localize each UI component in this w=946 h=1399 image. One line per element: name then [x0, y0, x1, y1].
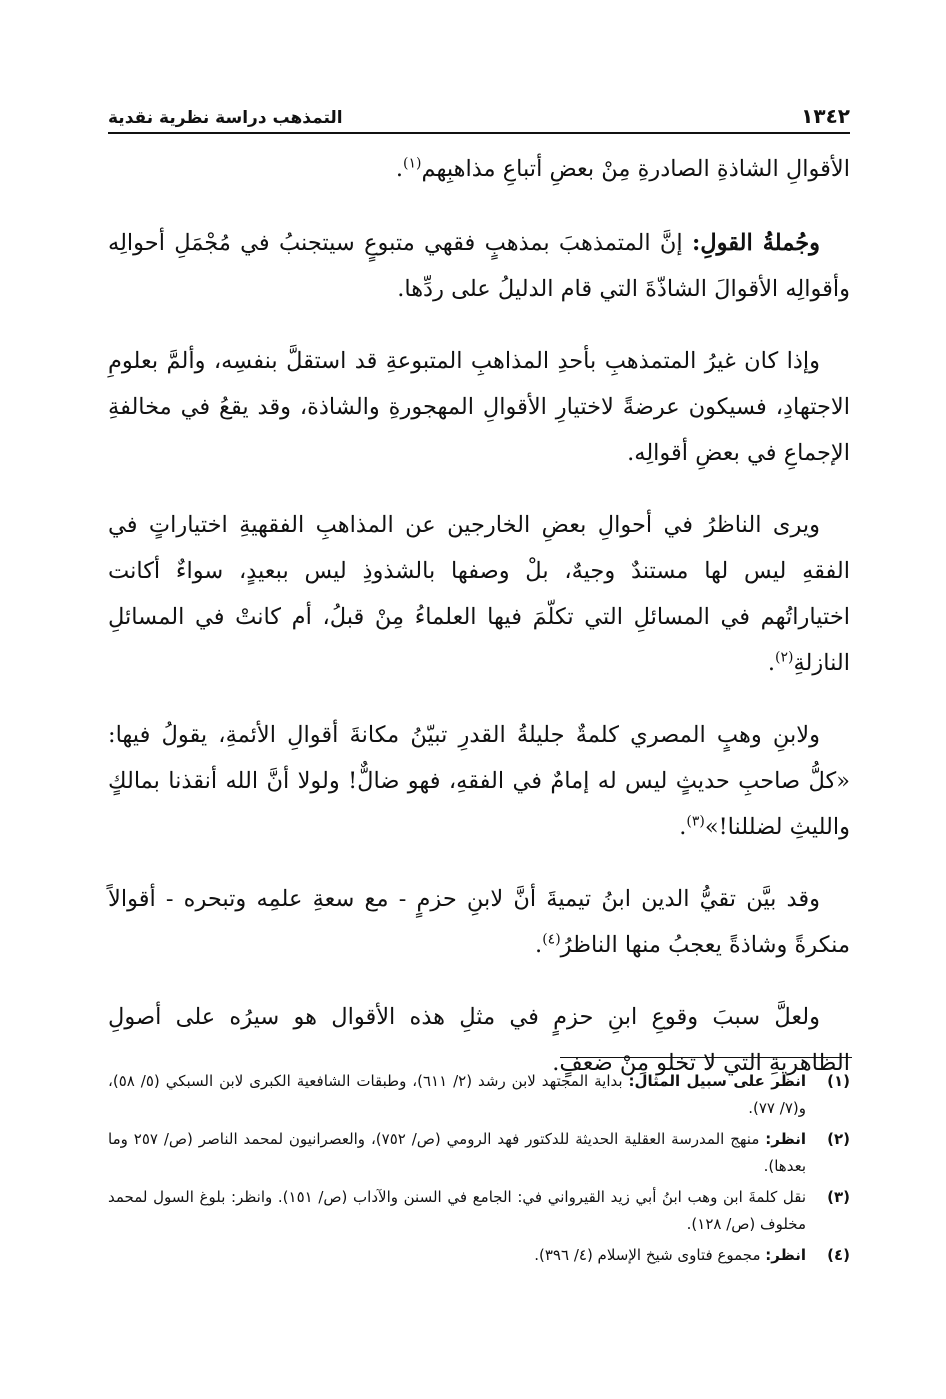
- paragraph-6: [108, 876, 850, 968]
- paragraph-text: ويرى الناظرُ في أحوالِ بعضِ الخارجين عن المذاهبِ الفقهيةِ اختياراتٍ في الفقهِ ليس لها مستندٌ وجيهٌ، بلْ وصفها بالشذوذِ ليس ببعيدٍ، سواءٌ أكانت اختياراتُهم في المسائلِ التي تكلّمَ فيها العلماءُ مِنْ قبلُ، أم كانتْ في المسائلِ النازلةِ: [108, 512, 850, 676]
- footnote-number: (٢): [827, 1130, 850, 1148]
- footnote-body: مجموع فتاوى شيخ الإسلام (٤/ ٣٩٦).: [534, 1246, 766, 1264]
- paragraph-text: إنَّ المتمذهبَ بمذهبٍ فقهي متبوعٍ سيتجنبُ في مُجْمَلِ أحوالِه وأقوالِه الأقوالَ الشاذّةَ التي قام الدليلُ على ردِّها.: [108, 230, 850, 302]
- paragraph-4: [108, 502, 850, 686]
- paragraph-lead: وجُملةُ القولِ:: [691, 230, 820, 256]
- running-title: التمذهب دراسة نظرية نقدية: [108, 108, 343, 128]
- footnote-number: (٣): [827, 1188, 850, 1206]
- paragraph-text: الأقوالِ الشاذةِ الصادرةِ مِنْ بعضِ أتباعِ مذاهبِهم: [421, 156, 850, 182]
- footnote-body: نقل كلمةَ ابن وهب ابنُ أبي زيد القيرواني في: الجامع في السنن والآداب (ص/ ١٥١). وانظر: بلوغ السول لمحمد مخلوف (ص/ ١٢٨).: [108, 1188, 806, 1233]
- footnote-ref-1: (١): [403, 155, 422, 172]
- footnote-lead: انظر:: [765, 1130, 806, 1148]
- page-header: [108, 100, 850, 134]
- footnote-text: [108, 1242, 806, 1269]
- paragraph-tail: .: [535, 932, 543, 958]
- footnote-ref-3: (٣): [686, 813, 705, 830]
- footnote-divider: [560, 1057, 852, 1058]
- footnote-ref-2: (٢): [774, 649, 794, 666]
- footnote-ref-4: (٤): [542, 931, 561, 948]
- page-number: ١٣٤٢: [801, 104, 850, 128]
- footnote-text: [108, 1126, 806, 1180]
- paragraph-3: [108, 338, 850, 476]
- paragraph-text: ولابنِ وهبٍ المصري كلمةٌ جليلةُ القدرِ تبيّنُ مكانةَ أقوالِ الأئمةِ، يقولُ فيها: «كلُّ صاحبِ حديثٍ ليس له إمامٌ في الفقهِ، فهو ضالٌّ! ولولا أنَّ الله أنقذنا بمالكٍ والليثِ لضللنا!»: [108, 722, 850, 840]
- paragraph-2: [108, 220, 850, 312]
- paragraph-tail: .: [679, 814, 687, 840]
- footnote-body: بداية المجتهد لابن رشد (٢/ ٦١١)، وطبقات الشافعية الكبرى لابن السبكي (٥/ ٥٨)، و(٧/ ٧٧).: [108, 1072, 806, 1117]
- footnote-lead: انظر:: [765, 1246, 806, 1264]
- main-text: [108, 146, 850, 1112]
- footnote-body: منهج المدرسة العقلية الحديثة للدكتور فهد الرومي (ص/ ٧٥٢)، والعصرانيون لمحمد الناصر (ص/ ٢٥٧ وما بعدها).: [108, 1130, 806, 1175]
- footnote-lead: انظر على سبيل المثال:: [628, 1072, 807, 1090]
- footnote-1: [108, 1068, 850, 1122]
- paragraph-tail: .: [395, 156, 403, 182]
- footnote-number: (١): [827, 1072, 850, 1090]
- paragraph-5: [108, 712, 850, 850]
- footnote-4: [108, 1242, 850, 1269]
- footnote-3: [108, 1184, 850, 1238]
- paragraph-text: وإذا كان غيرُ المتمذهبِ بأحدِ المذاهبِ المتبوعةِ قد استقلَّ بنفسِه، وألمَّ بعلومِ الاجتهادِ، فسيكون عرضةً لاختيارِ الأقوالِ المهجورةِ والشاذة، وقد يقعُ في مخالفةِ الإجماعِ في بعضِ أقوالِه.: [108, 348, 850, 466]
- footnote-text: [108, 1184, 806, 1238]
- paragraph-text: وقد بيَّن تقيُّ الدين ابنُ تيميةَ أنَّ لابنِ حزمٍ - مع سعةِ علمِه وتبحره - أقوالاً منكرةً وشاذةً يعجبُ منها الناظرُ: [108, 886, 850, 958]
- paragraph-1: [108, 146, 850, 192]
- footnotes: [108, 1068, 850, 1273]
- footnote-2: [108, 1126, 850, 1180]
- footnote-number: (٤): [827, 1246, 850, 1264]
- paragraph-tail: .: [767, 650, 775, 676]
- footnote-text: [108, 1068, 806, 1122]
- paragraph-text: ولعلَّ سببَ وقوعِ ابنِ حزمٍ في مثلِ هذه الأقوال هو سيرُه على أصولِ الظاهريةِ التي لا تخلو مِنْ ضعفٍ.: [108, 1004, 850, 1076]
